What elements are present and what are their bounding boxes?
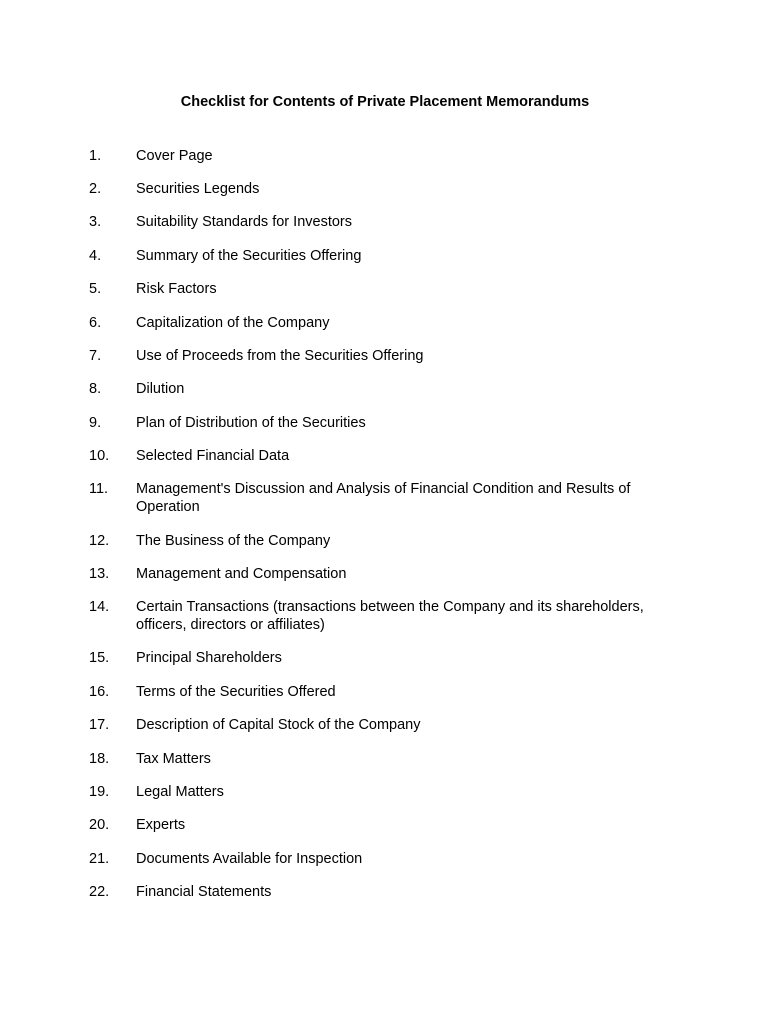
- item-text: Risk Factors: [136, 281, 217, 297]
- item-number: 22.: [89, 884, 110, 900]
- item-text: Capitalization of the Company: [136, 315, 330, 331]
- item-text: Summary of the Securities Offering: [136, 248, 362, 264]
- item-number: 8.: [89, 381, 102, 397]
- item-text: Selected Financial Data: [136, 448, 290, 464]
- item-number: 5.: [89, 281, 102, 297]
- item-number: 13.: [89, 566, 110, 582]
- item-number: 12.: [89, 533, 110, 549]
- item-text: Principal Shareholders: [136, 650, 282, 666]
- item-number: 6.: [89, 315, 102, 331]
- item-number: 4.: [89, 248, 102, 264]
- item-number: 21.: [89, 851, 110, 867]
- item-text: Terms of the Securities Offered: [136, 684, 336, 700]
- item-number: 2.: [89, 181, 102, 197]
- item-number: 17.: [89, 717, 110, 733]
- item-text: Management and Compensation: [136, 566, 347, 582]
- item-text: Management's Discussion and Analysis of Financial Condition and Results of Operation: [136, 481, 631, 515]
- item-text: Description of Capital Stock of the Company: [136, 717, 421, 733]
- item-number: 1.: [89, 148, 102, 164]
- document-title: Checklist for Contents of Private Placement Memorandums: [180, 94, 590, 110]
- item-number: 16.: [89, 684, 110, 700]
- item-number: 9.: [89, 415, 102, 431]
- item-text: Financial Statements: [136, 884, 272, 900]
- item-text: Experts: [136, 817, 186, 833]
- item-text: Use of Proceeds from the Securities Offering: [136, 348, 424, 364]
- item-number: 18.: [89, 751, 110, 767]
- item-text: Certain Transactions (transactions between the Company and its shareholders, officers, directors or affiliates): [136, 599, 644, 633]
- item-text: The Business of the Company: [136, 533, 331, 549]
- item-text: Plan of Distribution of the Securities: [136, 415, 366, 431]
- item-text: Documents Available for Inspection: [136, 851, 363, 867]
- item-text: Securities Legends: [136, 181, 260, 197]
- item-text: Tax Matters: [136, 751, 211, 767]
- item-number: 15.: [89, 650, 110, 666]
- item-text: Suitability Standards for Investors: [136, 214, 352, 230]
- item-number: 19.: [89, 784, 110, 800]
- item-text: Legal Matters: [136, 784, 224, 800]
- item-text: Dilution: [136, 381, 185, 397]
- item-number: 20.: [89, 817, 110, 833]
- item-text: Cover Page: [136, 148, 213, 164]
- item-number: 3.: [89, 214, 102, 230]
- item-number: 10.: [89, 448, 110, 464]
- item-number: 11.: [89, 481, 109, 497]
- item-number: 14.: [89, 599, 110, 615]
- item-number: 7.: [89, 348, 102, 364]
